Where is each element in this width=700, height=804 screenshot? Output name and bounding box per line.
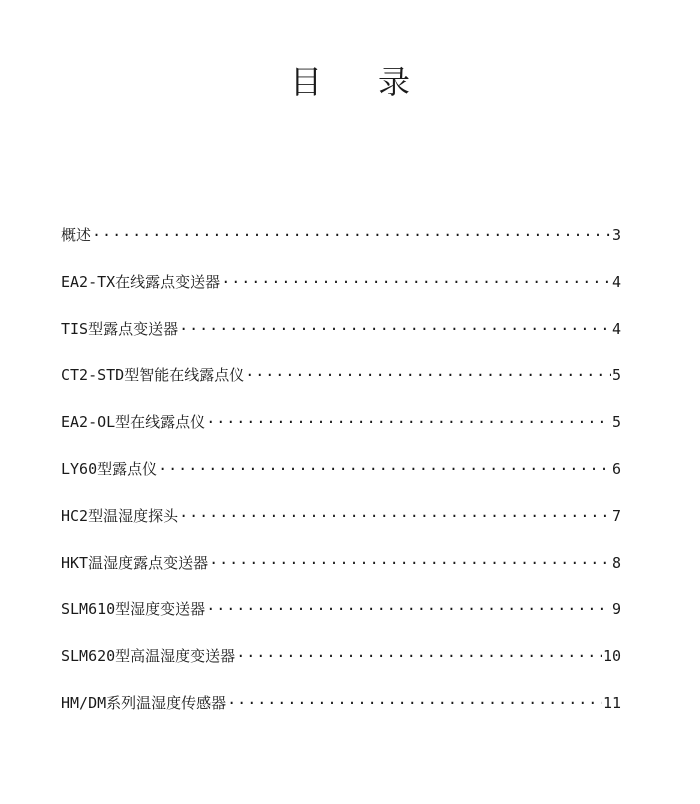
toc-entry-page: 5 bbox=[611, 413, 621, 432]
toc-title bbox=[0, 62, 700, 102]
toc-entry-label: HC2型温湿度探头 bbox=[61, 506, 179, 525]
toc-title-char-1: 目 bbox=[289, 63, 322, 101]
toc-entry-label: SLM610型湿度变送器 bbox=[61, 600, 206, 619]
toc-leader-dots bbox=[92, 226, 611, 244]
toc-entry-label: EA2-TX在线露点变送器 bbox=[61, 272, 221, 291]
toc-entry-page: 4 bbox=[611, 272, 621, 291]
toc-entry-label: HKT温湿度露点变送器 bbox=[61, 553, 209, 572]
toc-entry-label: HM/DM系列温湿度传感器 bbox=[61, 693, 227, 712]
toc-entry-page: 9 bbox=[611, 600, 621, 619]
toc-entry[interactable] bbox=[61, 598, 621, 645]
toc-entry[interactable] bbox=[61, 271, 621, 318]
toc-entry[interactable] bbox=[61, 458, 621, 505]
toc-entry-page: 10 bbox=[602, 647, 621, 666]
toc-entry-label: 概述 bbox=[61, 226, 92, 244]
toc-leader-dots bbox=[206, 413, 611, 431]
toc-entry-page: 4 bbox=[611, 319, 621, 338]
toc-leader-dots bbox=[179, 507, 611, 525]
toc-entry[interactable] bbox=[61, 224, 621, 271]
toc-entry-label: LY60型露点仪 bbox=[61, 459, 158, 478]
toc-leader-dots bbox=[221, 273, 611, 291]
toc-entry-page: 5 bbox=[611, 366, 621, 385]
toc-leader-dots bbox=[209, 554, 611, 572]
toc-entry-label: SLM620型高温湿度变送器 bbox=[61, 647, 236, 666]
toc-entry[interactable] bbox=[61, 364, 621, 411]
toc-entry-label: EA2-OL型在线露点仪 bbox=[61, 413, 206, 432]
toc-entry-page: 11 bbox=[602, 693, 621, 712]
toc-leader-dots bbox=[227, 694, 602, 712]
toc-entry[interactable] bbox=[61, 318, 621, 365]
toc-entry[interactable] bbox=[61, 505, 621, 552]
toc-entry-label: CT2-STD型智能在线露点仪 bbox=[61, 366, 245, 385]
toc-entry[interactable] bbox=[61, 411, 621, 458]
toc-list bbox=[61, 224, 621, 739]
toc-leader-dots bbox=[158, 460, 611, 478]
toc-leader-dots bbox=[245, 366, 611, 384]
toc-entry[interactable] bbox=[61, 645, 621, 692]
toc-entry-label: TIS型露点变送器 bbox=[61, 319, 179, 338]
toc-entry-page: 8 bbox=[611, 553, 621, 572]
toc-entry-page: 3 bbox=[611, 226, 621, 244]
toc-entry-page: 6 bbox=[611, 459, 621, 478]
toc-title-char-2: 录 bbox=[378, 63, 411, 101]
toc-entry-page: 7 bbox=[611, 506, 621, 525]
toc-entry[interactable] bbox=[61, 552, 621, 599]
toc-leader-dots bbox=[206, 600, 611, 618]
toc-leader-dots bbox=[236, 647, 602, 665]
toc-leader-dots bbox=[179, 320, 611, 338]
toc-entry[interactable] bbox=[61, 692, 621, 739]
